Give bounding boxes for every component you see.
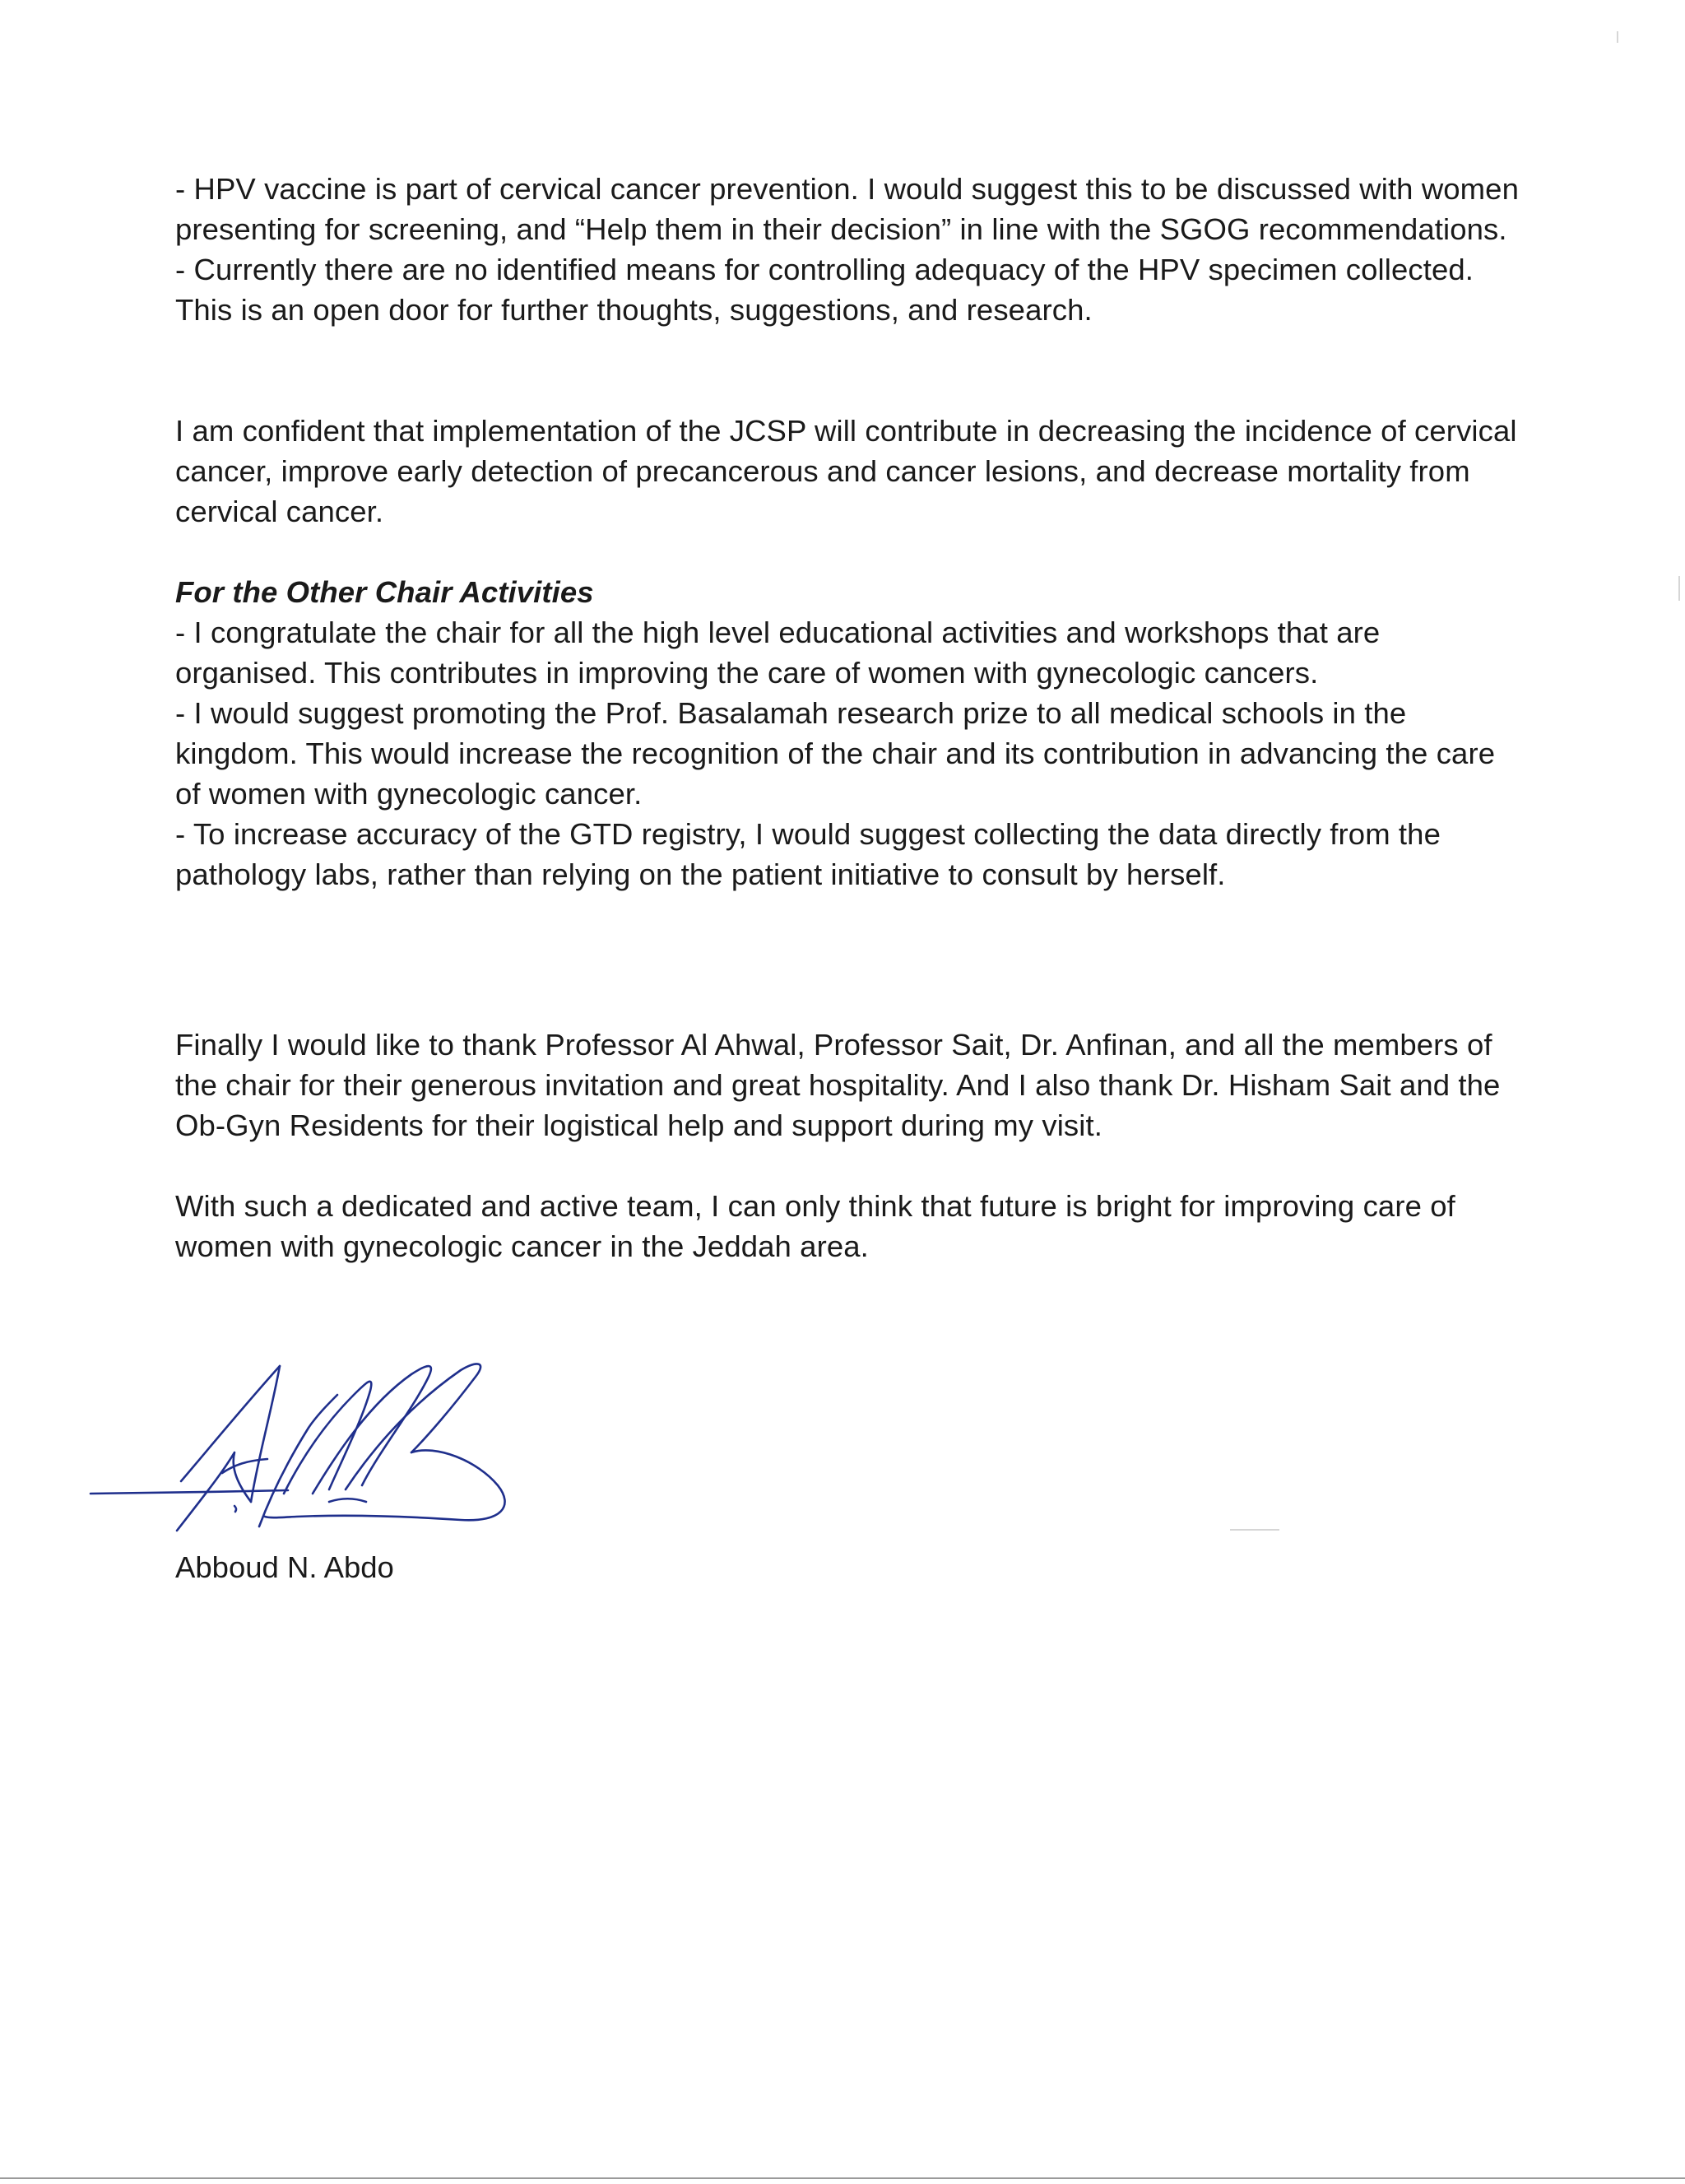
hpv-vaccine-bullet: - HPV vaccine is part of cervical cancer prevention. I would suggest this to be discussed with women presenting for screening, and “Help them in their decision” in line with the SGOG recommendations. (175, 172, 1519, 246)
educational-activities-bullet: - I congratulate the chair for all the high level educational activities and workshops that are organised. This contributes in improving the care of women with gynecologic cancers. (175, 616, 1381, 690)
section-heading: For the Other Chair Activities (175, 575, 594, 609)
scan-speck (1678, 576, 1680, 601)
hpv-bullets-block (175, 169, 1525, 330)
closing-paragraph: With such a dedicated and active team, I can only think that future is bright for improving care of women with gynecologic cancer in the Jeddah area. (175, 1189, 1455, 1263)
handwritten-signature (82, 1329, 527, 1543)
thanks-paragraph: Finally I would like to thank Professor Al Ahwal, Professor Sait, Dr. Anfinan, and all the members of the chair for their generous invitation and great hospitality. And I also thank Dr. Hisham Sait and the Ob-Gyn Residents for their logistical help and support during my visit. (175, 1028, 1501, 1142)
research-prize-bullet: - I would suggest promoting the Prof. Basalamah research prize to all medical schools in the kingdom. This would increase the recognition of the chair and its contribution in advancing the care of women with gynecologic cancer. (175, 696, 1496, 811)
signer-name: Abboud N. Abdo (175, 1550, 394, 1584)
thanks-paragraph-block (175, 1025, 1525, 1145)
scan-bottom-edge (0, 2177, 1685, 2179)
confidence-paragraph-block (175, 411, 1525, 532)
gtd-registry-bullet: - To increase accuracy of the GTD registry, I would suggest collecting the data directly from the pathology labs, rather than relying on the patient initiative to consult by herself. (175, 817, 1441, 891)
scan-speck (1230, 1529, 1279, 1531)
scan-speck (1617, 31, 1618, 43)
specimen-adequacy-bullet: - Currently there are no identified means for controlling adequacy of the HPV specimen collected. This is an open door for further thoughts, suggestions, and research. (175, 253, 1474, 327)
closing-paragraph-block (175, 1186, 1525, 1266)
chair-activities-section (175, 572, 1525, 895)
confidence-paragraph: I am confident that implementation of the JCSP will contribute in decreasing the incidence of cervical cancer, improve early detection of precancerous and cancer lesions, and decrease mortality from cervical cancer. (175, 414, 1517, 528)
